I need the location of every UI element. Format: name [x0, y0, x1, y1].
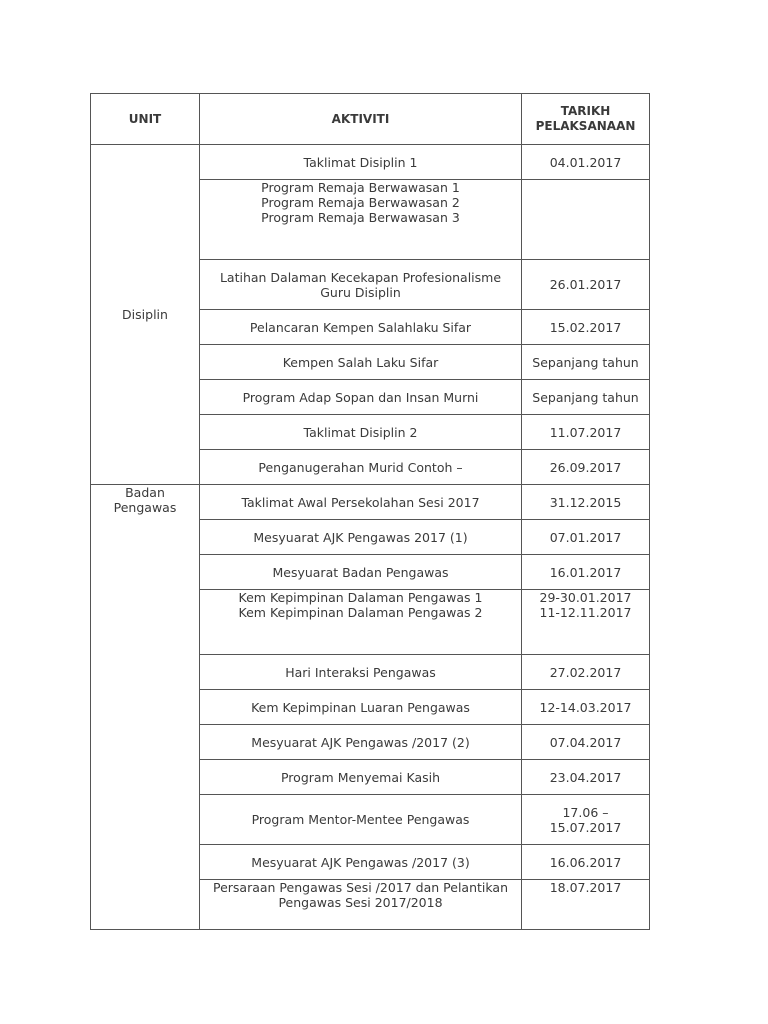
aktiviti-cell: Taklimat Awal Persekolahan Sesi 2017	[200, 485, 522, 520]
tarikh-cell: 23.04.2017	[522, 760, 650, 795]
tarikh-cell: 27.02.2017	[522, 655, 650, 690]
tarikh-cell: 31.12.2015	[522, 485, 650, 520]
unit-cell-badan-pengawas: Badan Pengawas	[91, 485, 200, 930]
header-row	[91, 94, 650, 145]
unit-cell-disiplin: Disiplin	[91, 145, 200, 485]
aktiviti-cell: Mesyuarat AJK Pengawas /2017 (2)	[200, 725, 522, 760]
aktiviti-cell: Program Menyemai Kasih	[200, 760, 522, 795]
aktiviti-cell: Latihan Dalaman Kecekapan Profesionalisme Guru Disiplin	[200, 260, 522, 310]
aktiviti-cell: Kem Kepimpinan Dalaman Pengawas 1 Kem Kepimpinan Dalaman Pengawas 2	[200, 590, 522, 655]
tarikh-cell: 16.06.2017	[522, 845, 650, 880]
tarikh-cell: 07.01.2017	[522, 520, 650, 555]
tarikh-cell: 11.07.2017	[522, 415, 650, 450]
header-unit: UNIT	[91, 94, 200, 145]
aktiviti-cell: Pelancaran Kempen Salahlaku Sifar	[200, 310, 522, 345]
aktiviti-cell: Persaraan Pengawas Sesi /2017 dan Pelantikan Pengawas Sesi 2017/2018	[200, 880, 522, 930]
header-tarikh-line-2: PELAKSANAAN	[535, 119, 636, 133]
header-tarikh	[522, 94, 650, 145]
tarikh-cell: 29-30.01.2017 11-12.11.2017	[522, 590, 650, 655]
header-aktiviti: AKTIVITI	[200, 94, 522, 145]
aktiviti-cell: Program Remaja Berwawasan 1 Program Remaja Berwawasan 2 Program Remaja Berwawasan 3	[200, 180, 522, 260]
aktiviti-cell: Program Adap Sopan dan Insan Murni	[200, 380, 522, 415]
tarikh-cell: 26.09.2017	[522, 450, 650, 485]
table-row	[91, 145, 650, 180]
tarikh-cell: 12-14.03.2017	[522, 690, 650, 725]
aktiviti-cell: Taklimat Disiplin 1	[200, 145, 522, 180]
aktiviti-cell: Taklimat Disiplin 2	[200, 415, 522, 450]
tarikh-cell: Sepanjang tahun	[522, 345, 650, 380]
header-tarikh-line-1: TARIKH	[560, 104, 611, 118]
aktiviti-cell: Hari Interaksi Pengawas	[200, 655, 522, 690]
tarikh-cell: Sepanjang tahun	[522, 380, 650, 415]
aktiviti-cell: Mesyuarat Badan Pengawas	[200, 555, 522, 590]
aktiviti-cell: Kempen Salah Laku Sifar	[200, 345, 522, 380]
aktiviti-cell: Penganugerahan Murid Contoh –	[200, 450, 522, 485]
tarikh-cell: 15.02.2017	[522, 310, 650, 345]
tarikh-cell: 17.06 – 15.07.2017	[522, 795, 650, 845]
aktiviti-cell: Kem Kepimpinan Luaran Pengawas	[200, 690, 522, 725]
tarikh-cell: 26.01.2017	[522, 260, 650, 310]
table-row	[91, 485, 650, 520]
aktiviti-cell: Mesyuarat AJK Pengawas /2017 (3)	[200, 845, 522, 880]
aktiviti-cell: Program Mentor-Mentee Pengawas	[200, 795, 522, 845]
tarikh-cell: 07.04.2017	[522, 725, 650, 760]
tarikh-cell: 04.01.2017	[522, 145, 650, 180]
tarikh-cell: 18.07.2017	[522, 880, 650, 930]
aktiviti-cell: Mesyuarat AJK Pengawas 2017 (1)	[200, 520, 522, 555]
tarikh-cell: 16.01.2017	[522, 555, 650, 590]
schedule-table	[90, 93, 650, 930]
tarikh-cell	[522, 180, 650, 260]
